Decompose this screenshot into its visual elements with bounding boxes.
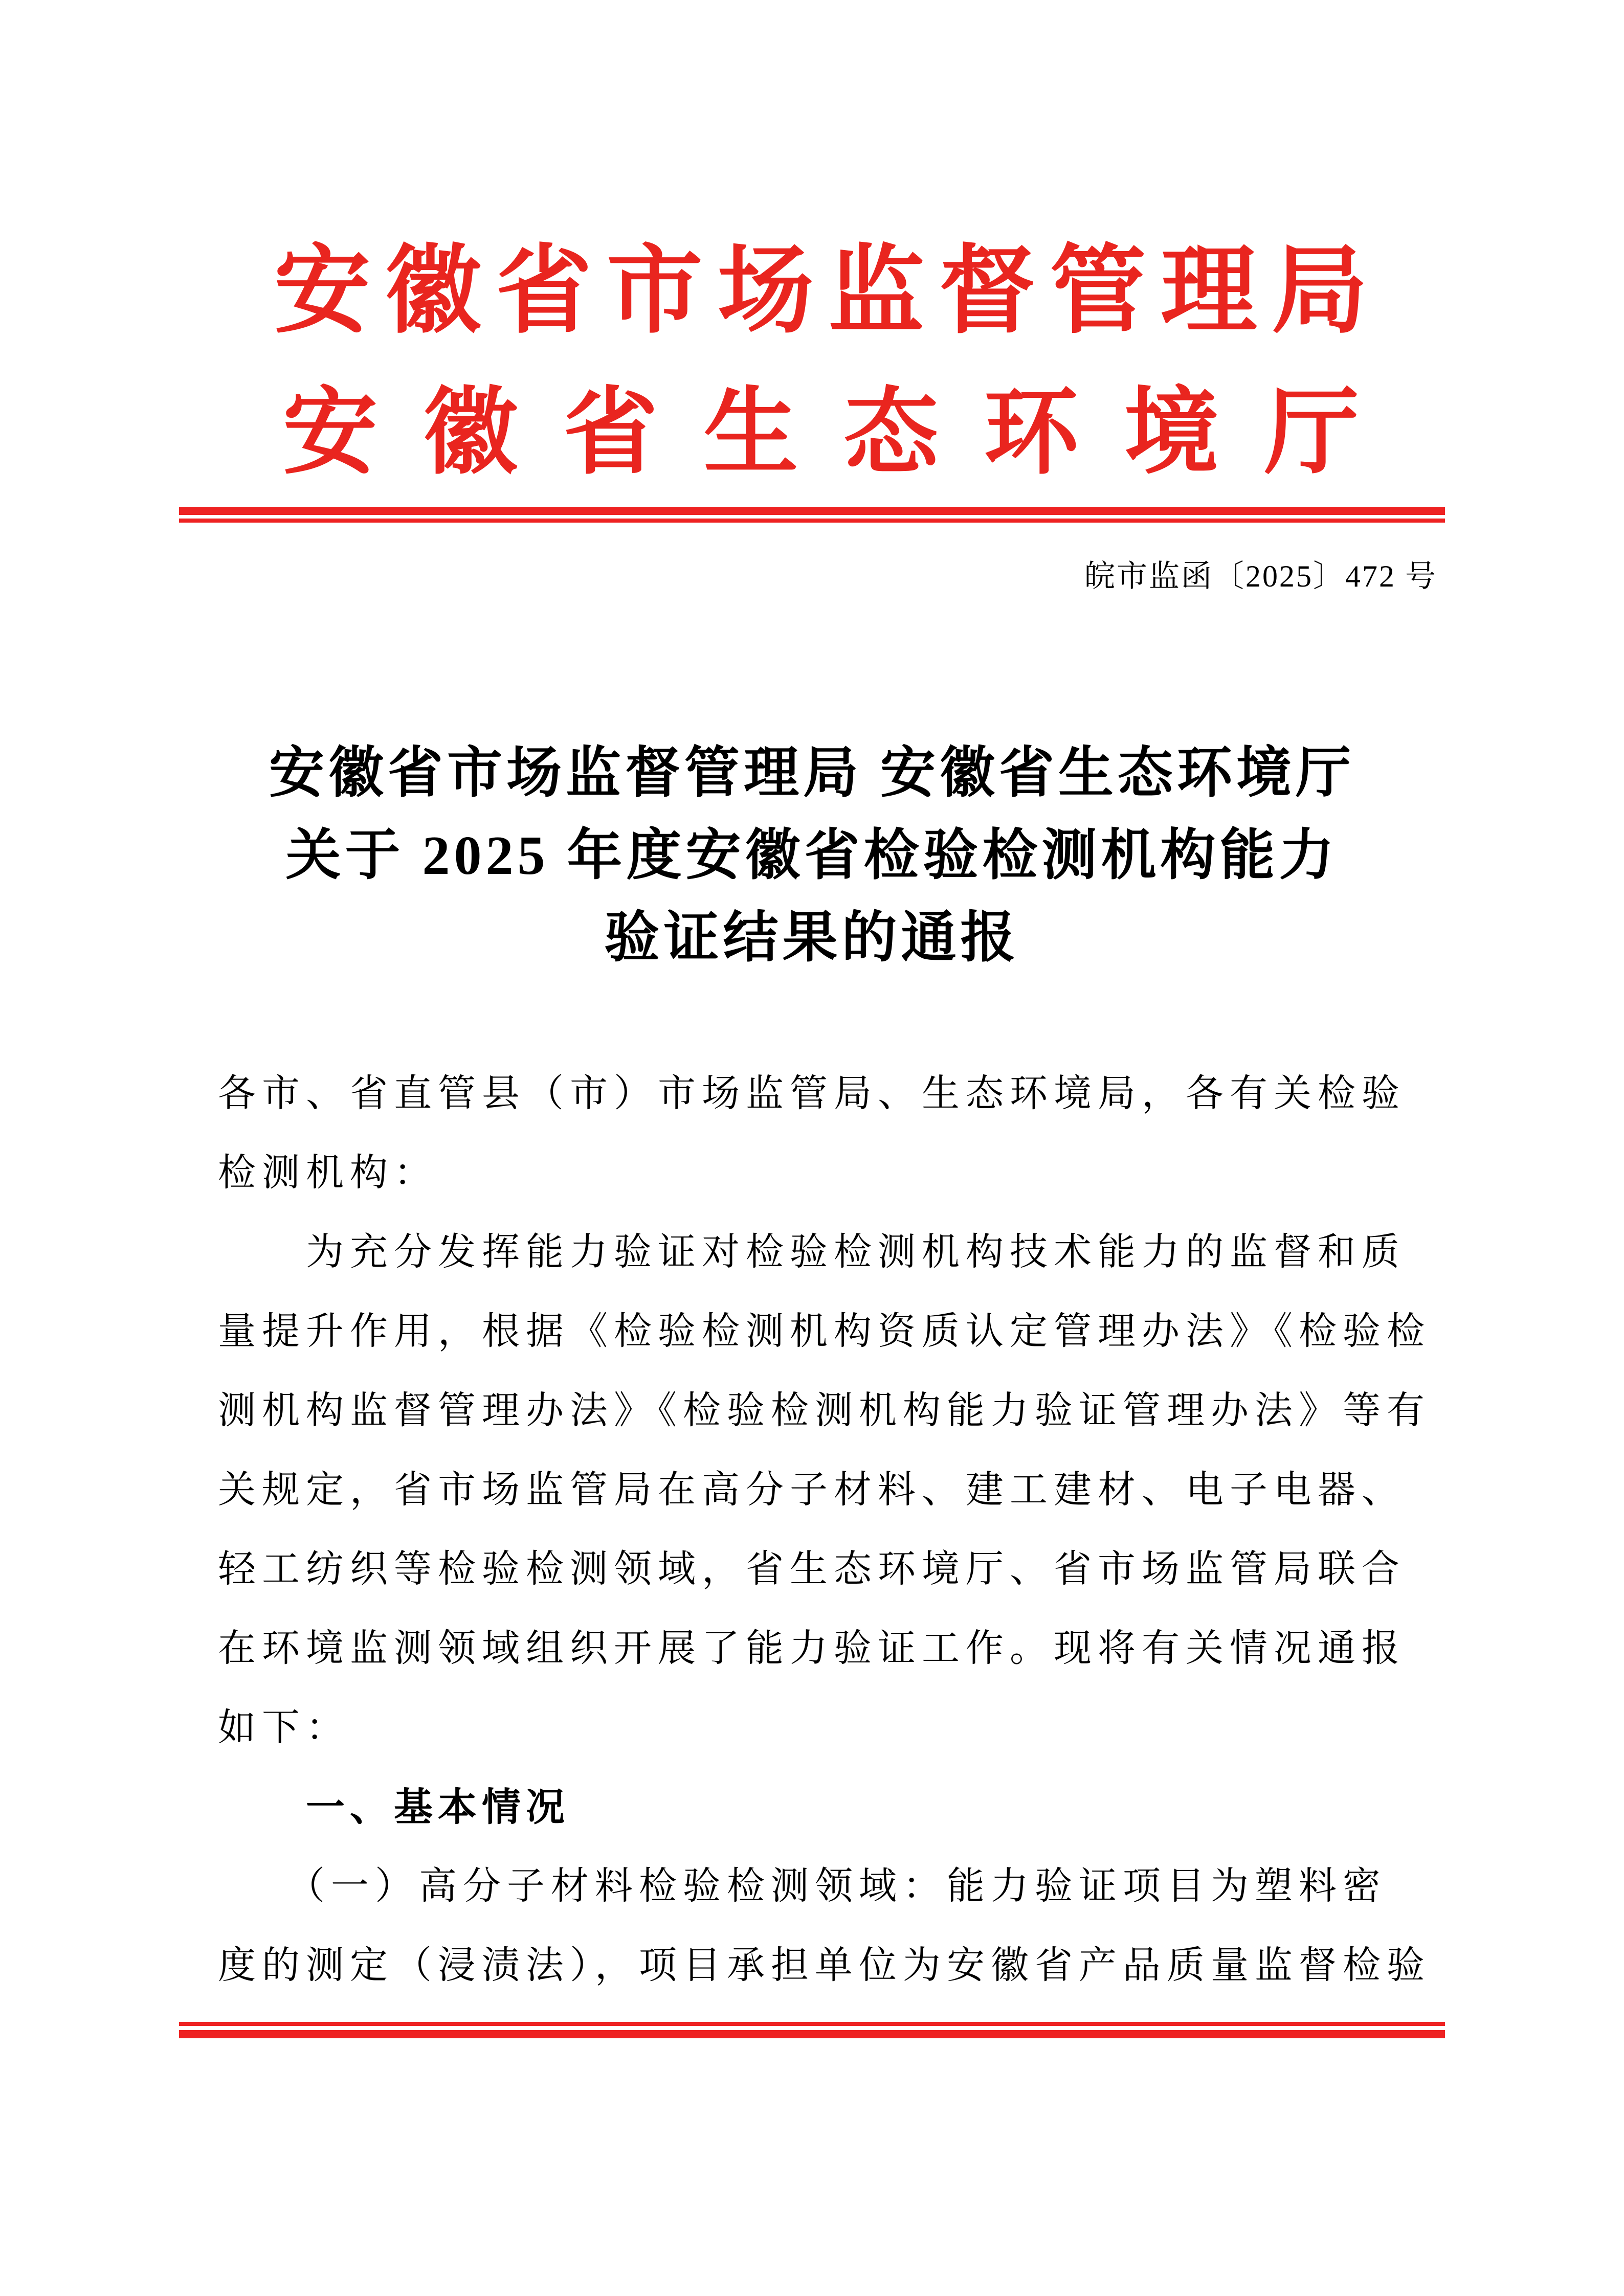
body-paragraph-line: 轻工纺织等检验检测领域，省生态环境厅、省市场监管局联合 (218, 1548, 1406, 1590)
body-paragraph-line: 为充分发挥能力验证对检验检测机构技术能力的监督和质 (218, 1231, 1406, 1273)
body-paragraph-line: 关规定，省市场监管局在高分子材料、建工建材、电子电器、 (218, 1469, 1406, 1511)
letterhead-org-line-2 (283, 382, 1359, 485)
letterhead-char: 生 (703, 381, 798, 486)
body-paragraph-line: 如下： (218, 1707, 350, 1749)
letterhead-char: 督 (939, 238, 1035, 345)
letterhead-char: 安 (283, 381, 377, 486)
title-line-2: 关于 2025 年度安徽省检验检测机构能力 (285, 825, 1339, 886)
salutation-line: 各市、省直管县（市）市场监管局、生态环境局，各有关检验 (218, 1073, 1406, 1115)
title-line-1: 安徽省市场监督管理局 安徽省生态环境厅 (269, 743, 1355, 804)
letterhead-char: 监 (828, 238, 925, 345)
footer-rule-thick (179, 2030, 1445, 2038)
letterhead-char: 省 (496, 238, 592, 345)
header-rule-thick (179, 507, 1445, 515)
letterhead-char: 省 (563, 381, 658, 486)
letterhead-char: 管 (1050, 238, 1146, 345)
body-paragraph-line: 量提升作用，根据《检验检测机构资质认定管理办法》《检验检 (218, 1311, 1431, 1353)
letterhead-char: 徽 (385, 238, 481, 345)
letterhead-char: 态 (843, 381, 939, 486)
salutation-line: 检测机构： (218, 1152, 438, 1194)
body-paragraph-line: 在环境监测领域组织开展了能力验证工作。现将有关情况通报 (218, 1628, 1406, 1670)
letterhead-char: 境 (1124, 381, 1219, 486)
letterhead-char: 环 (984, 381, 1079, 486)
letterhead-char: 市 (606, 238, 703, 345)
document-body (218, 1054, 1471, 2006)
footer-rule-thin (179, 2022, 1445, 2026)
title-line-3: 验证结果的通报 (604, 908, 1020, 969)
letterhead-char: 理 (1161, 238, 1257, 345)
letterhead-char: 安 (274, 238, 370, 345)
body-paragraph-line: 度的测定（浸渍法），项目承担单位为安徽省产品质量监督检验 (218, 1945, 1431, 1987)
doc-reference-number: 皖市监函〔2025〕472 号 (1084, 559, 1437, 593)
body-paragraph-line: （一）高分子材料检验检测领域：能力验证项目为塑料密 (218, 1865, 1387, 1907)
letterhead-char: 厅 (1264, 381, 1359, 486)
header-rule-thin (179, 519, 1445, 523)
letterhead-char: 局 (1271, 238, 1368, 345)
section-heading-basic-info: 一、基本情况 (218, 1786, 570, 1829)
body-paragraph-line: 测机构监督管理办法》《检验检测机构能力验证管理办法》等有 (218, 1390, 1431, 1432)
letterhead-char: 徽 (423, 381, 518, 486)
letterhead-char: 场 (717, 238, 814, 345)
document-title (0, 732, 1624, 979)
letterhead-org-line-1 (274, 240, 1368, 343)
